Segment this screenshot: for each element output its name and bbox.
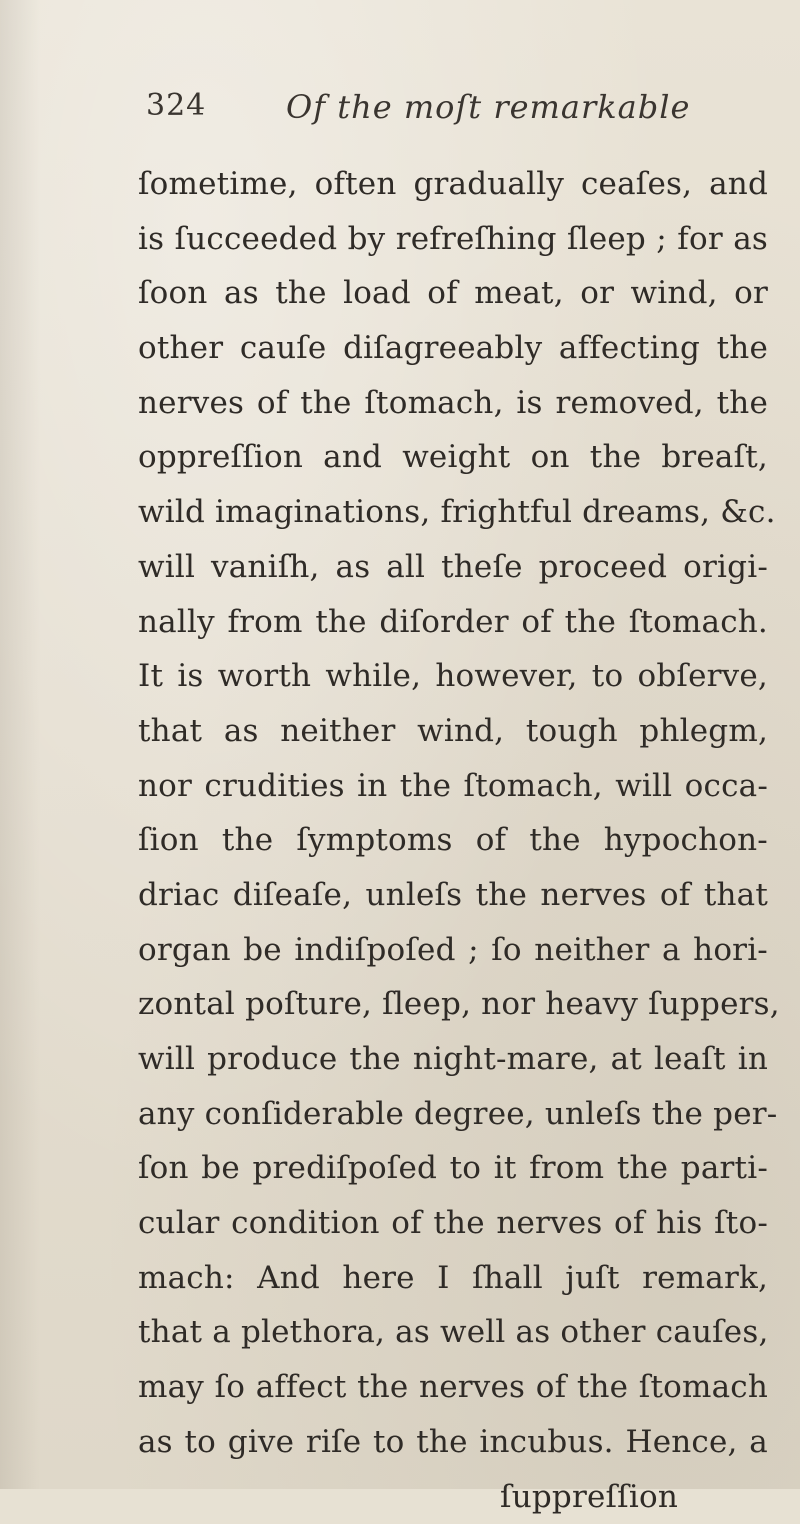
body-text [138,157,768,1524]
text-line: nally from the diſorder of the ſtomach. [138,595,768,650]
text-line: driac diſeaſe, unleſs the nerves of that [138,868,768,923]
catchword: ſuppreſſion [500,1479,678,1515]
text-line: organ be indiſpoſed ; ſo neither a hori- [138,923,768,978]
text-line: ſon be prediſpoſed to it from the parti- [138,1141,768,1196]
text-line: nerves of the ſtomach, is removed, the [138,376,768,431]
text-line: nor crudities in the ſtomach, will occa- [138,759,768,814]
text-line: as to give riſe to the incubus. Hence, a [138,1415,768,1470]
text-line: other cauſe diſagreeably affecting the [138,321,768,376]
running-title: Of the moſt remarkable [286,88,690,126]
text-line: ſoon as the load of meat, or wind, or [138,266,768,321]
text-line: cular condition of the nerves of his ſto- [138,1196,768,1251]
text-line: will produce the night-mare, at leaſt in [138,1032,768,1087]
text-line: that a plethora, as well as other cauſes, [138,1305,768,1360]
page-gutter-shadow [0,0,40,1489]
text-line: ſometime, often gradually ceaſes, and [138,157,768,212]
text-line: oppreſſion and weight on the breaſt, [138,430,768,485]
text-line: is ſucceeded by refreſhing ſleep ; for as [138,212,768,267]
text-line: mach: And here I ſhall juſt remark, [138,1251,768,1306]
page-number: 324 [146,88,206,123]
text-line: zontal poſture, ſleep, nor heavy ſuppers, [138,977,768,1032]
text-line: It is worth while, however, to obſerve, [138,649,768,704]
page-header [146,88,746,148]
catchword-line [138,1470,768,1524]
text-line: that as neither wind, tough phlegm, [138,704,768,759]
text-line: any conſiderable degree, unleſs the per- [138,1087,768,1142]
text-line: will vaniſh, as all theſe proceed origi- [138,540,768,595]
text-line: may ſo affect the nerves of the ſtomach [138,1360,768,1415]
text-line: ſion the ſymptoms of the hypochon- [138,813,768,868]
text-line: wild imaginations, frightful dreams, &c. [138,485,768,540]
